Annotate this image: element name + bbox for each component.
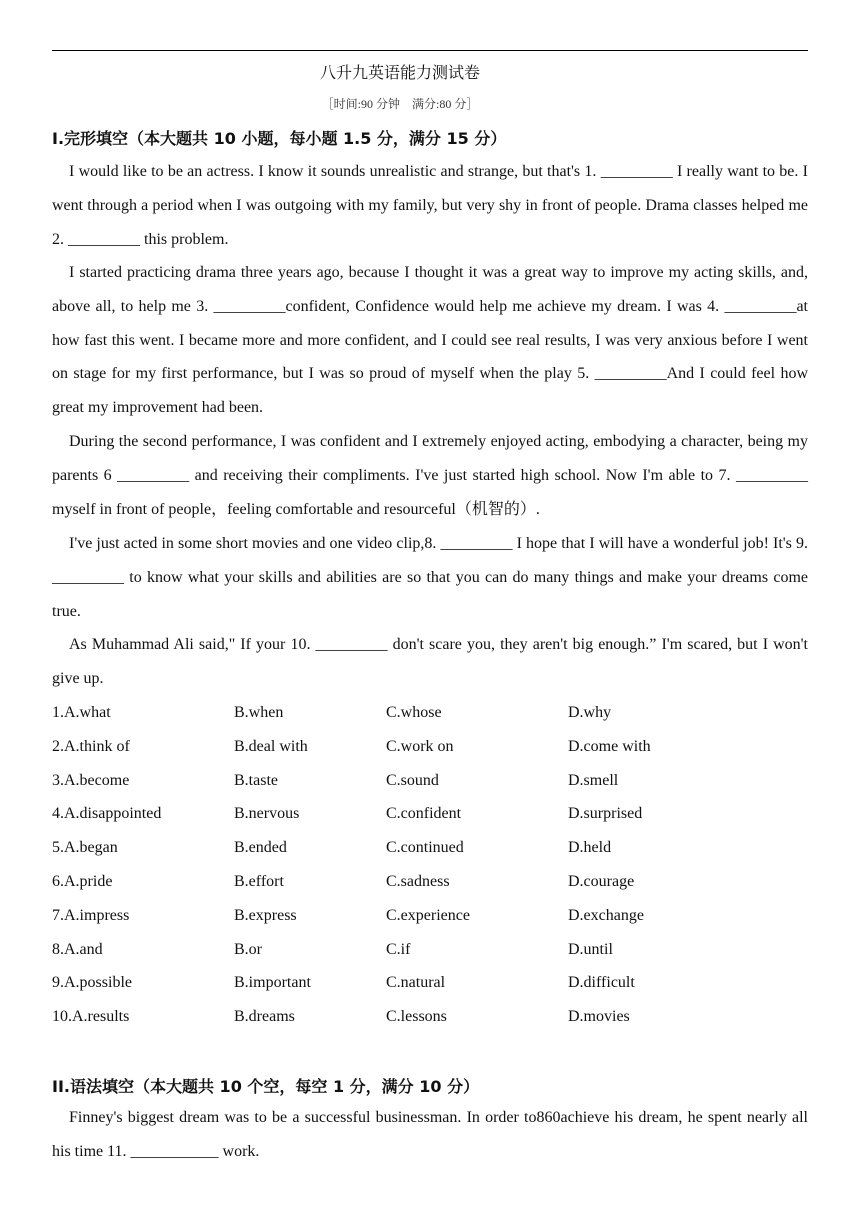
option-2-c: C.work on (386, 737, 454, 755)
passage-paragraph-5: As Muhammad Ali said," If your 10. _________ don't scare you, they aren't big enough.” I'm scared, but I won't give up. (52, 636, 808, 687)
option-9-d: D.difficult (568, 974, 635, 992)
option-row-6 (52, 865, 808, 899)
option-7-d: D.exchange (568, 906, 644, 924)
option-3-b: B.taste (234, 771, 278, 789)
option-4-c: C.confident (386, 805, 462, 823)
option-10-b: B.dreams (234, 1008, 295, 1026)
option-1-c: C.whose (386, 704, 442, 721)
option-1-b: B.when (234, 704, 284, 721)
option-7-b: B.express (234, 906, 297, 924)
option-6-c: C.sadness (386, 872, 450, 890)
option-10-c: C.lessons (386, 1008, 447, 1026)
option-row-3 (52, 764, 808, 798)
section-2-heading: II.语法填空（本大题共 10 个空，每空 1 分，满分 10 分） (52, 1077, 480, 1096)
option-8-d: D.until (568, 940, 613, 958)
option-3-d: D.smell (568, 771, 619, 789)
option-7-c: C.experience (386, 906, 470, 924)
option-6-b: B.effort (234, 872, 284, 890)
option-row-4 (52, 797, 808, 831)
option-5-d: D.held (568, 839, 612, 857)
option-6-d: D.courage (568, 872, 635, 890)
option-row-7 (52, 899, 808, 933)
option-3-c: C.sound (386, 771, 439, 789)
option-8-b: B.or (234, 940, 262, 958)
option-6-a: 6.A.pride (52, 872, 113, 890)
option-4-d: D.surprised (568, 805, 643, 823)
option-2-d: D.come with (568, 737, 651, 755)
option-row-2 (52, 730, 808, 764)
option-5-a: 5.A.began (52, 839, 118, 857)
option-2-a: 2.A.think of (52, 737, 130, 755)
passage-paragraph-1: I would like to be an actress. I know it sounds unrealistic and strange, but that's 1. _________ I really want to be. I went through a period when I was outgoing with my family, but very shy in front of people. Drama classes helped me 2. _________ this problem. (52, 163, 808, 248)
option-10-a: 10.A.results (52, 1008, 130, 1026)
option-4-b: B.nervous (234, 805, 300, 823)
page-title: 八升九英语能力测试卷 (319, 63, 480, 82)
passage-paragraph-3: During the second performance, I was confident and I extremely enjoyed acting, embodying a character, being my parents 6 _________ and receiving their compliments. I've just started high school. Now I'm able to 7. _________ myself in front of people，feeling comfortable and resourceful（机智的）. (52, 433, 808, 518)
section-2-paragraph: Finney's biggest dream was to be a successful businessman. In order to860achieve his dream, he spent nearly all his time 11. ___________ work. (52, 1109, 808, 1160)
option-row-1 (52, 696, 808, 730)
option-9-c: C.natural (386, 974, 446, 992)
option-5-b: B.ended (234, 839, 287, 857)
option-1-d: D.why (568, 704, 612, 721)
option-row-9 (52, 966, 808, 1000)
option-2-b: B.deal with (234, 737, 308, 755)
option-8-a: 8.A.and (52, 940, 103, 958)
option-4-a: 4.A.disappointed (52, 805, 162, 823)
option-7-a: 7.A.impress (52, 906, 130, 924)
option-5-c: C.continued (386, 839, 464, 857)
exam-meta: ［时间:90 分钟 满分:80 分］ (321, 97, 479, 111)
option-3-a: 3.A.become (52, 771, 130, 789)
option-9-b: B.important (234, 974, 311, 992)
option-8-c: C.if (386, 940, 411, 958)
answer-options (52, 696, 808, 1034)
option-row-5 (52, 831, 808, 865)
section-1-heading: I.完形填空（本大题共 10 小题，每小题 1.5 分，满分 15 分） (52, 129, 507, 148)
passage-paragraph-2: I started practicing drama three years ago, because I thought it was a great way to improve my acting skills, and, above all, to help me 3. _________confident, Confidence would help me achieve my dream. I was 4. _________at how fast this went. I became more and more confident, and I could see real results, I was very anxious before I went on stage for my first performance, but I was so proud of myself when the play 5. _________And I could feel how great my improvement had been. (52, 264, 808, 417)
passage-paragraph-4: I've just acted in some short movies and one video clip,8. _________ I hope that I will have a wonderful job! It's 9. _________ to know what your skills and abilities are so that you can do many things and make your dreams come true. (52, 535, 808, 620)
option-10-d: D.movies (568, 1008, 630, 1026)
option-9-a: 9.A.possible (52, 974, 132, 992)
top-rule (52, 50, 808, 51)
option-1-a: 1.A.what (52, 704, 111, 721)
option-row-10 (52, 1000, 808, 1034)
option-row-8 (52, 933, 808, 967)
